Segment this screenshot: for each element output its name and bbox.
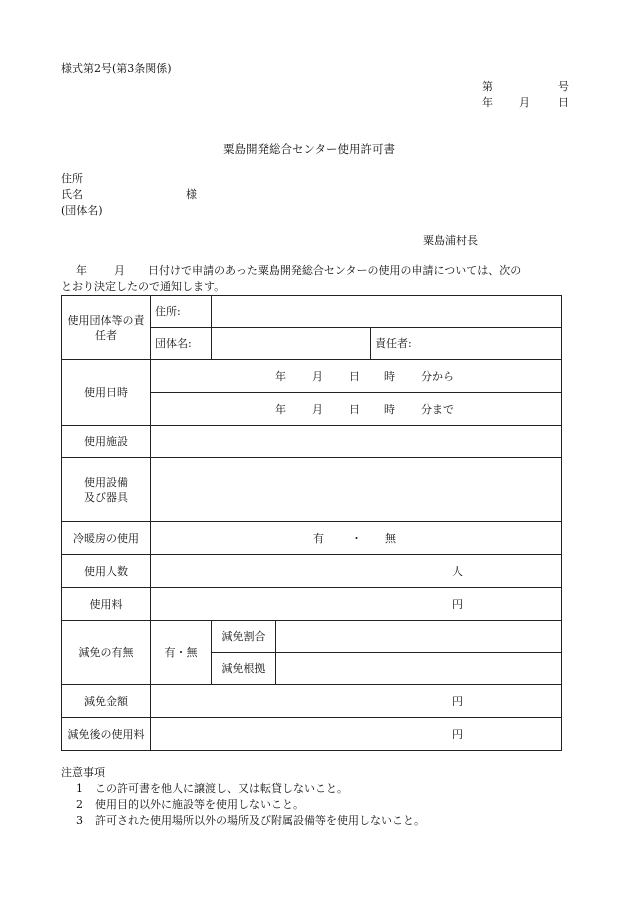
group-name-label: 団体名: (151, 328, 212, 360)
exemption-rate-label: 減免割合 (212, 621, 276, 653)
after-exemption-label: 減免後の使用料 (62, 718, 151, 751)
usage-start-field[interactable] (151, 360, 562, 393)
note-item-3-number: 3 (76, 814, 83, 827)
responsible-label: 使用団体等の責任者 (62, 296, 151, 360)
note-item-3-text: 許可された使用場所以外の場所及び附属設備等を使用しないこと。 (95, 814, 425, 827)
person-in-charge-cell[interactable] (371, 328, 562, 360)
end-month-unit: 月 (312, 402, 323, 416)
note-item-2-number: 2 (76, 798, 83, 811)
date-month: 月 (519, 96, 530, 109)
group-name-field[interactable] (212, 328, 371, 360)
document-number-suffix: 号 (558, 80, 569, 93)
start-hour-unit: 時 (384, 369, 395, 383)
exemption-amount-yen: 円 (452, 694, 463, 708)
people-unit: 人 (452, 564, 463, 578)
facility-field[interactable] (151, 426, 562, 458)
start-day-unit: 日 (349, 369, 360, 383)
address-field[interactable] (212, 296, 562, 328)
exemption-basis-label: 減免根拠 (212, 653, 276, 685)
start-year-unit: 年 (275, 369, 286, 383)
equipment-label: 使用設備及び器具 (62, 458, 151, 522)
body-line1: 日付けで申請のあった粟島開発総合センターの使用の申請については、次の (148, 264, 522, 277)
note-item-2-text: 使用目的以外に施設等を使用しないこと。 (95, 798, 304, 811)
date-day: 日 (558, 96, 569, 109)
end-year-unit: 年 (275, 402, 286, 416)
end-hour-unit: 時 (384, 402, 395, 416)
recipient-honorific: 様 (186, 188, 197, 201)
recipient-group-label: (団体名) (61, 204, 103, 217)
people-field[interactable] (151, 555, 562, 588)
start-month-unit: 月 (312, 369, 323, 383)
note-item-1-number: 1 (76, 782, 83, 795)
usage-datetime-label: 使用日時 (62, 360, 151, 426)
after-exemption-field[interactable] (151, 718, 562, 751)
exemption-basis-field[interactable] (276, 653, 562, 685)
heating-label: 冷暖房の使用 (62, 522, 151, 555)
exemption-amount-label: 減免金額 (62, 685, 151, 718)
exemption-label: 減免の有無 (62, 621, 151, 685)
body-line2: とおり決定したので通知します。 (61, 280, 226, 293)
recipient-name-label: 氏名 (61, 188, 83, 201)
document-title: 粟島開発総合センター使用許可書 (223, 142, 396, 156)
exemption-options[interactable]: 有・無 (151, 621, 212, 685)
form-number: 様式第2号(第3条関係) (61, 62, 172, 75)
address-label: 住所: (151, 296, 212, 328)
body-month: 月 (114, 264, 125, 277)
heating-field[interactable] (151, 522, 562, 555)
exemption-rate-field[interactable] (276, 621, 562, 653)
end-minute-unit: 分まで (421, 402, 454, 416)
end-day-unit: 日 (349, 402, 360, 416)
fee-field[interactable] (151, 588, 562, 621)
note-item-1-text: この許可書を他人に譲渡し、又は転貸しないこと。 (95, 782, 348, 795)
after-exemption-yen: 円 (452, 727, 463, 741)
date-year: 年 (482, 96, 493, 109)
fee-yen: 円 (452, 597, 463, 611)
heating-separator: ・ (351, 531, 362, 545)
facility-label: 使用施設 (62, 426, 151, 458)
notes-heading: 注意事項 (61, 766, 105, 779)
heating-no[interactable]: 無 (385, 531, 396, 545)
people-label: 使用人数 (62, 555, 151, 588)
exemption-amount-field[interactable] (151, 685, 562, 718)
permit-table (61, 295, 562, 751)
document-number-prefix: 第 (482, 80, 493, 93)
issuer-name: 粟島浦村長 (423, 234, 478, 247)
body-year: 年 (76, 264, 87, 277)
fee-label: 使用料 (62, 588, 151, 621)
equipment-field[interactable] (151, 458, 562, 522)
start-minute-unit: 分から (421, 369, 454, 383)
person-in-charge-label: 責任者: (375, 337, 412, 350)
heating-yes[interactable]: 有 (313, 531, 324, 545)
usage-end-field[interactable] (151, 393, 562, 426)
recipient-address-label: 住所 (61, 172, 83, 185)
